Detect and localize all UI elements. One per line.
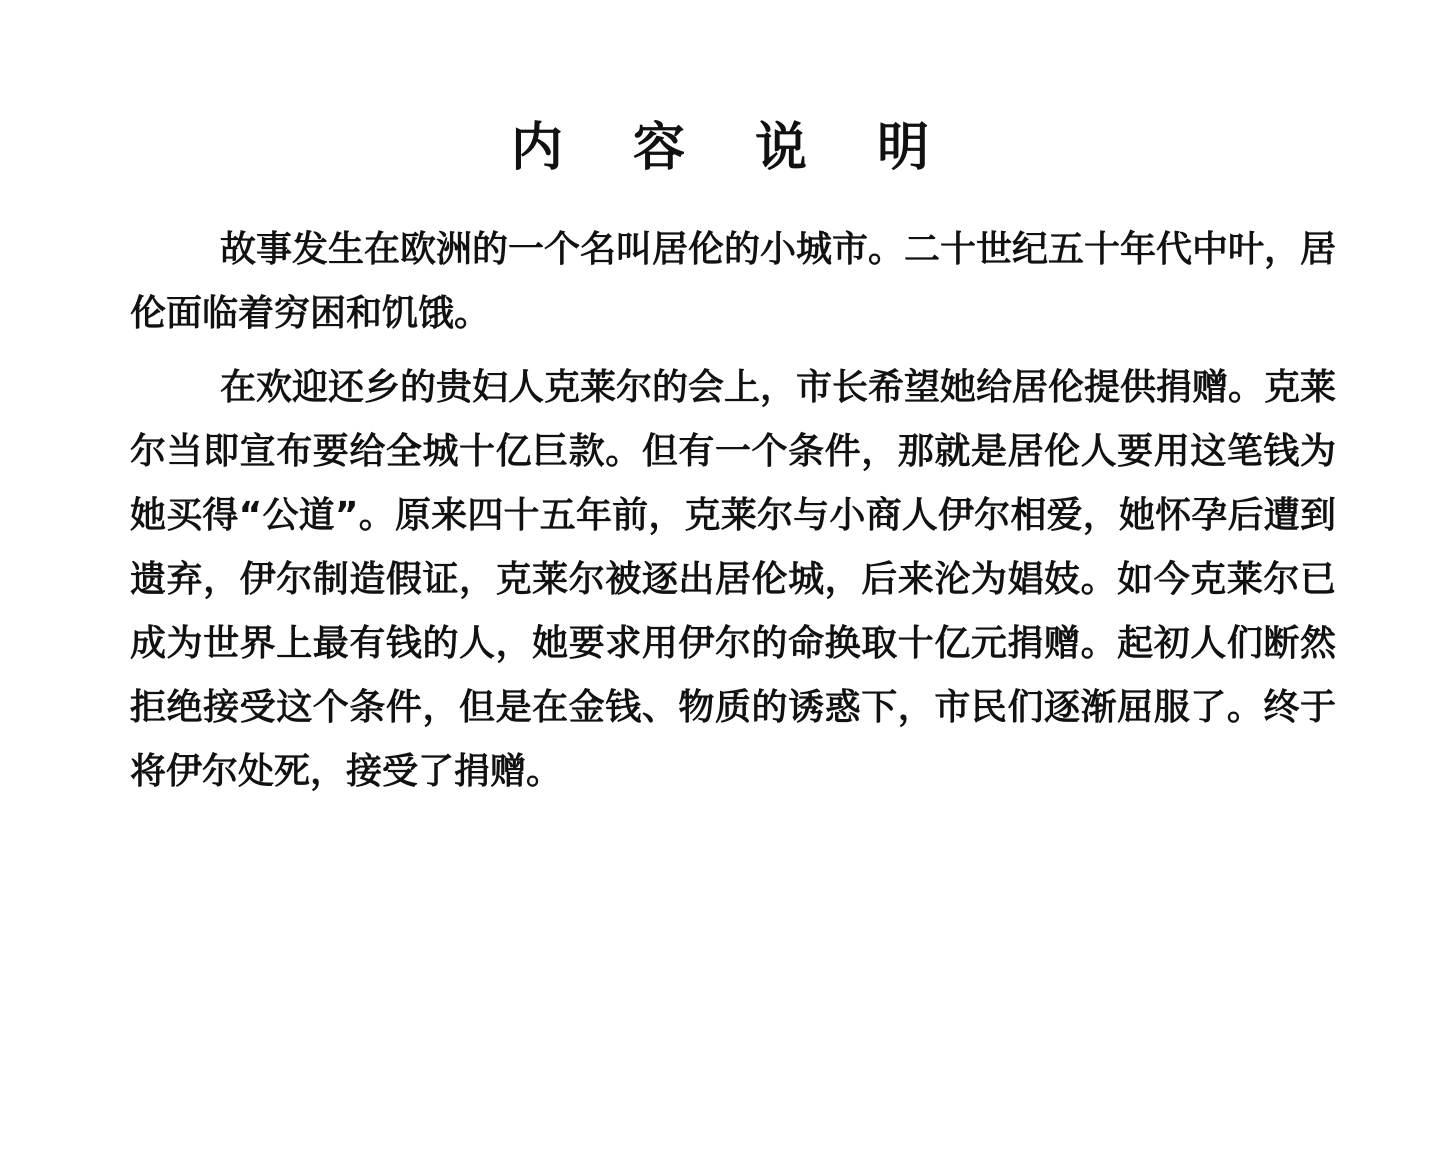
paragraph: 在欢迎还乡的贵妇人克莱尔的会上，市长希望她给居伦提供捐赠。克莱尔当即宣布要给全城十亿巨款。但有一个条件，那就是居伦人要用这笔钱为她买得“公道”。原来四十五年前，克莱尔与小商人伊尔相爱，她怀孕后遭到遗弃，伊尔制造假证，克莱尔被逐出居伦城，后来沦为娼妓。如今克莱尔已成为世界上最有钱的人，她要求用伊尔的命换取十亿元捐赠。起初人们断然拒绝接受这个条件，但是在金钱、物质的诱惑下，市民们逐渐屈服了。终于将伊尔处死，接受了捐赠。 bbox=[130, 367, 1337, 792]
content-body bbox=[130, 218, 1336, 814]
paragraph: 故事发生在欧洲的一个名叫居伦的小城市。二十世纪五十年代中叶，居伦面临着穷困和饥饿。 bbox=[130, 229, 1337, 334]
page-title: 内 容 说 明 bbox=[510, 118, 956, 178]
